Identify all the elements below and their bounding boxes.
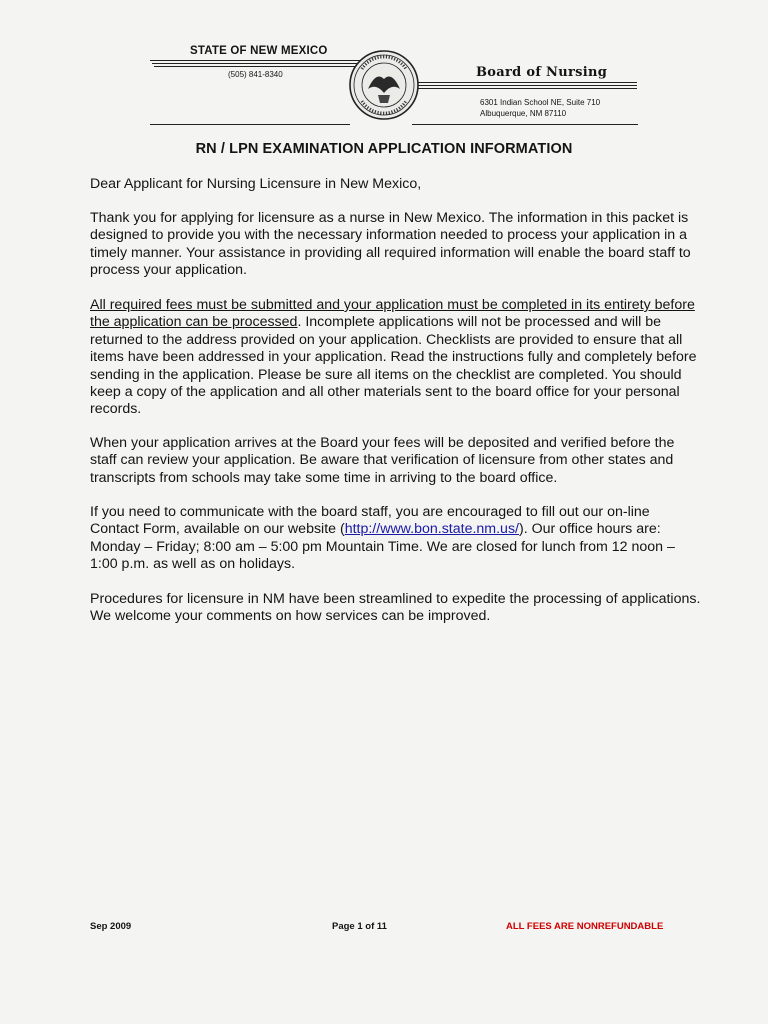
footer-fees-notice: ALL FEES ARE NONREFUNDABLE bbox=[506, 921, 664, 932]
state-name: STATE OF NEW MEXICO bbox=[190, 45, 328, 57]
letterhead-rule bbox=[411, 88, 637, 89]
footer-page-number: Page 1 of 11 bbox=[332, 921, 387, 932]
paragraph-procedures-text: Procedures for licensure in NM have been streamlined to expedite the processing of applications. We welcome your comments on how services can be improved. bbox=[90, 591, 701, 625]
footer-date: Sep 2009 bbox=[90, 921, 132, 932]
paragraph-procedures bbox=[90, 591, 702, 626]
website-link[interactable]: http://www.bon.state.nm.us/ bbox=[344, 521, 519, 538]
paragraph-contact bbox=[90, 504, 702, 574]
paragraph-verification-text: When your application arrives at the Board your fees will be deposited and verified before the staff can review your application. Be aware that verification of licensure from other states and transcripts from schools may take some time in arriving to the board office. bbox=[90, 435, 675, 486]
address-line-1: 6301 Indian School NE, Suite 710 bbox=[480, 98, 601, 107]
address-line-2: Albuquerque, NM 87110 bbox=[480, 109, 567, 118]
letterhead bbox=[150, 40, 642, 126]
board-name: Board of Nursing bbox=[476, 65, 608, 80]
fees-requirement-rest: . Incomplete applications will not be processed and will be returned to the address provided on your application. Checklists are provided to ensure that all items have been addressed in your application. Read the instructions fully and completely before sending in the application. Please be sure all items on the checklist are completed. You should keep a copy of the application and all other materials sent to the board office for your personal records. bbox=[90, 314, 697, 418]
letterhead-rule bbox=[150, 60, 365, 61]
paragraph-intro-text: Thank you for applying for licensure as a nurse in New Mexico. The information in this packet is designed to provide you with the necessary information needed to process your application in a timely manner. Your assistance in providing all required information will enable the board staff to process your application. bbox=[90, 210, 691, 279]
state-seal-icon bbox=[348, 49, 420, 121]
letterhead-rule bbox=[152, 63, 362, 64]
letterhead-rule bbox=[405, 82, 637, 83]
fees-requirement-underlined: All required fees must be submitted and your application must be completed in its entirety before the application can be processed bbox=[90, 297, 695, 331]
page-title: RN / LPN EXAMINATION APPLICATION INFORMATION bbox=[195, 141, 573, 157]
paragraph-intro bbox=[90, 210, 702, 280]
contact-text-before: If you need to communicate with the board staff, you are encouraged to fill out our on-line Contact Form, available on our website ( bbox=[90, 504, 650, 538]
letterhead-rule bbox=[412, 124, 638, 125]
salutation bbox=[90, 176, 702, 193]
letterhead-rule bbox=[154, 66, 359, 67]
letterhead-rule bbox=[408, 85, 637, 86]
paragraph-fees bbox=[90, 297, 702, 419]
phone-number: (505) 841-8340 bbox=[228, 70, 283, 79]
paragraph-verification bbox=[90, 435, 702, 487]
contact-text-after: ). Our office hours are: Monday – Friday; 8:00 am – 5:00 pm Mountain Time. We are closed for lunch from 12 noon – 1:00 p.m. as well as on holidays. bbox=[90, 521, 675, 573]
letterhead-rule bbox=[150, 124, 350, 125]
salutation-text: Dear Applicant for Nursing Licensure in New Mexico, bbox=[90, 176, 422, 192]
